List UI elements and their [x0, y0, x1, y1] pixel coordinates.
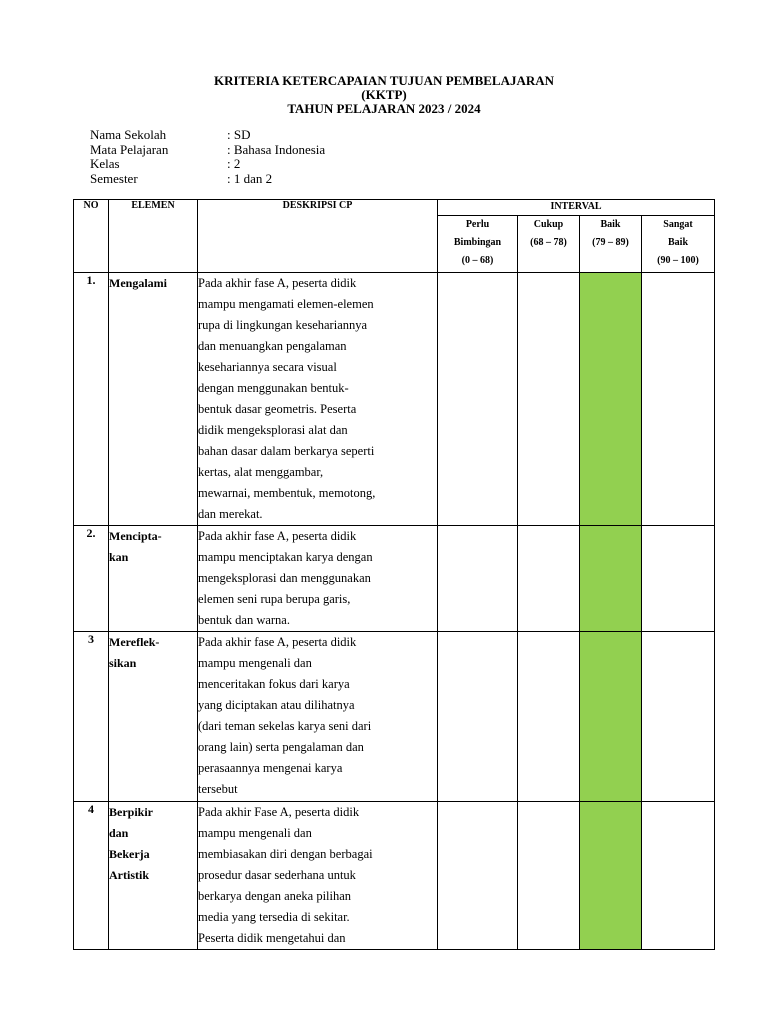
cell-perlu-bimbingan[interactable]	[438, 802, 518, 950]
header-interval: INTERVAL	[438, 200, 715, 216]
row-number: 3	[74, 632, 109, 802]
cell-perlu-bimbingan[interactable]	[438, 632, 518, 802]
info-value: : Bahasa Indonesia	[227, 141, 326, 157]
row-elemen: Berpikir dan Bekerja Artistik	[109, 802, 198, 950]
cell-perlu-bimbingan[interactable]	[438, 273, 518, 526]
row-number: 1.	[74, 273, 109, 526]
cell-sangat-baik[interactable]	[642, 273, 715, 526]
kktp-table	[73, 199, 715, 950]
cell-sangat-baik[interactable]	[642, 632, 715, 802]
info-value: : SD	[227, 127, 251, 142]
table-row	[74, 526, 715, 632]
row-deskripsi: Pada akhir Fase A, peserta didik mampu mengenali dan membiasakan diri dengan berbagai prosedur dasar sederhana untuk berkarya dengan aneka pilihan media yang tersedia di sekitar. Peserta didik mengetahui dan	[198, 802, 438, 950]
academic-year: TAHUN PELAJARAN 2023 / 2024	[287, 101, 481, 116]
cell-cukup[interactable]	[518, 632, 580, 802]
cell-sangat-baik[interactable]	[642, 526, 715, 632]
row-deskripsi: Pada akhir fase A, peserta didik mampu mengenali dan menceritakan fokus dari karya yang diciptakan atau dilihatnya (dari teman sekelas karya seni dari orang lain) serta pengalaman dan perasaannya mengenai karya tersebut	[198, 632, 438, 802]
interval-cukup: Cukup (68 – 78)	[518, 216, 580, 273]
document-title: KRITERIA KETERCAPAIAN TUJUAN PEMBELAJARAN	[213, 73, 555, 88]
info-row-semester	[90, 172, 325, 187]
cell-cukup[interactable]	[518, 526, 580, 632]
cell-baik-highlighted[interactable]	[580, 273, 642, 526]
info-label: Semester	[90, 170, 138, 186]
table-row	[74, 273, 715, 526]
header-no: NO	[74, 200, 109, 273]
info-label: Mata Pelajaran	[90, 141, 169, 157]
header-deskripsi: DESKRIPSI CP	[198, 200, 438, 273]
row-elemen: Mencipta- kan	[109, 526, 198, 632]
info-label: Nama Sekolah	[90, 127, 167, 142]
document-title-abbrev: (KKTP)	[361, 87, 407, 102]
row-number: 4	[74, 802, 109, 950]
row-deskripsi: Pada akhir fase A, peserta didik mampu menciptakan karya dengan mengeksplorasi dan menggunakan elemen seni rupa berupa garis, bentuk dan warna.	[198, 526, 438, 632]
cell-baik-highlighted[interactable]	[580, 802, 642, 950]
table-row	[74, 632, 715, 802]
interval-perlu-bimbingan: Perlu Bimbingan (0 – 68)	[438, 216, 518, 273]
table-row	[74, 802, 715, 950]
info-value: : 2	[227, 156, 241, 171]
cell-cukup[interactable]	[518, 273, 580, 526]
cell-baik-highlighted[interactable]	[580, 526, 642, 632]
cell-cukup[interactable]	[518, 802, 580, 950]
cell-perlu-bimbingan[interactable]	[438, 526, 518, 632]
info-row-subject	[90, 143, 325, 158]
info-row-school	[90, 128, 325, 143]
row-deskripsi: Pada akhir fase A, peserta didik mampu mengamati elemen-elemen rupa di lingkungan kesehariannya dan menuangkan pengalaman kesehariannya secara visual dengan menggunakan bentuk- bentuk dasar geometris. Peserta didik mengeksplorasi alat dan bahan dasar dalam berkarya seperti kertas, alat menggambar, mewarnai, membentuk, memotong, dan merekat.	[198, 273, 438, 526]
school-info	[90, 128, 325, 186]
interval-baik: Baik (79 – 89)	[580, 216, 642, 273]
row-number: 2.	[74, 526, 109, 632]
info-row-class	[90, 157, 325, 172]
cell-sangat-baik[interactable]	[642, 802, 715, 950]
info-label: Kelas	[90, 156, 120, 171]
row-elemen: Mengalami	[109, 273, 198, 526]
cell-baik-highlighted[interactable]	[580, 632, 642, 802]
row-elemen: Mereflek- sikan	[109, 632, 198, 802]
header-elemen: ELEMEN	[109, 200, 198, 273]
interval-sangat-baik: Sangat Baik (90 – 100)	[642, 216, 715, 273]
info-value: : 1 dan 2	[227, 170, 273, 186]
